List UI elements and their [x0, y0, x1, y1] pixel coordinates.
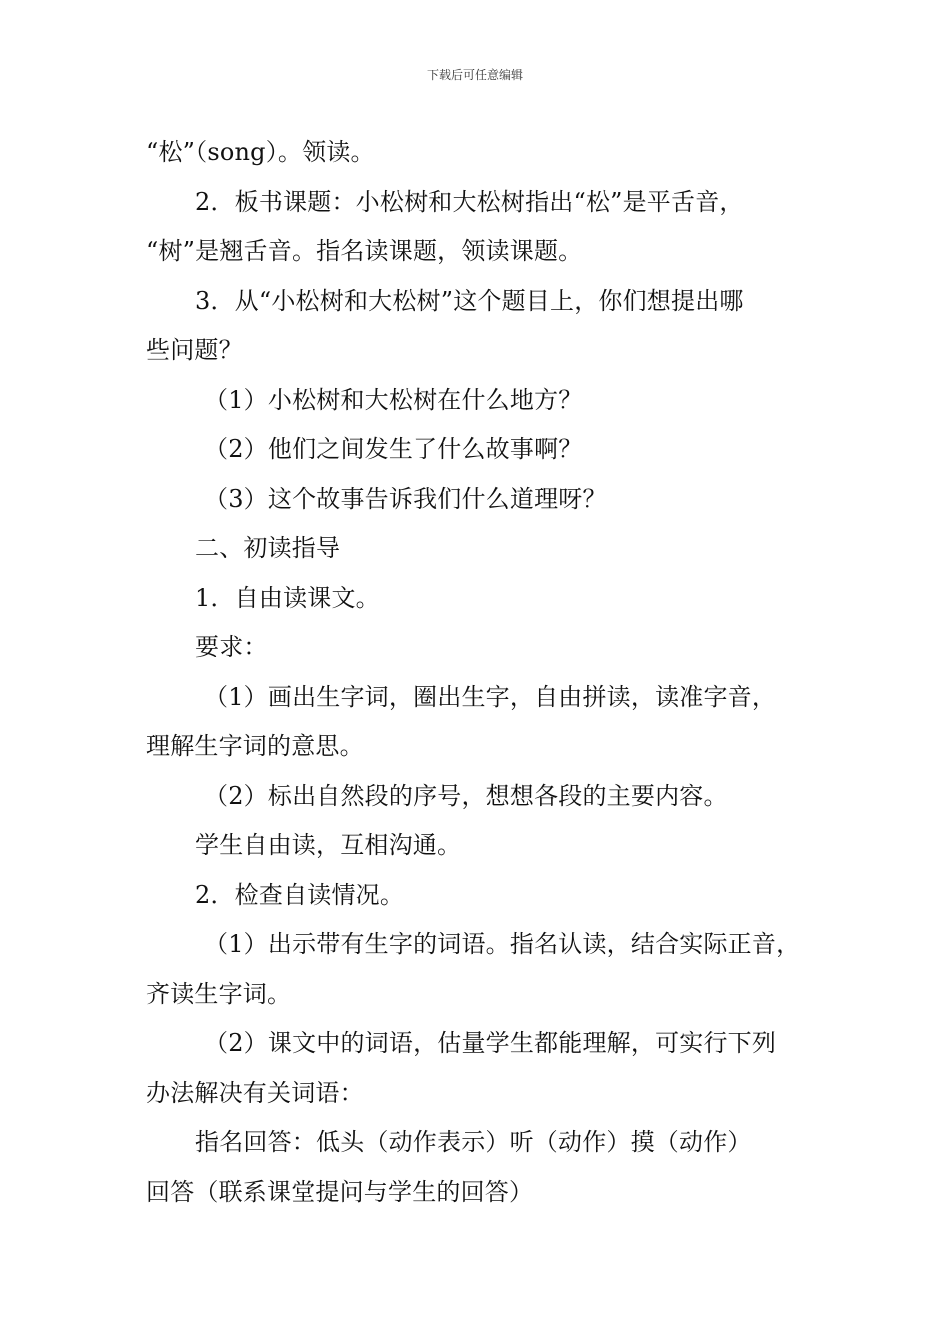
- paragraph-line: 1．自由读课文。: [195, 583, 380, 612]
- paragraph-line: 回答（联系课堂提问与学生的回答）: [146, 1177, 534, 1206]
- list-item: （2）课文中的词语，估量学生都能理解，可实行下列: [204, 1029, 777, 1057]
- paragraph-line: 2．检查自读情况。: [195, 880, 405, 909]
- list-item: （3）这个故事告诉我们什么道理呀？: [204, 484, 607, 513]
- paragraph-line: 3．从“小松树和大松树”这个题目上，你们想提出哪: [195, 286, 744, 315]
- paragraph-line: 办法解决有关词语：: [146, 1078, 364, 1107]
- list-item: （1）画出生字词，圈出生字，自由拼读，读准字音，: [204, 682, 777, 711]
- paragraph-line: 理解生字词的意思。: [146, 732, 364, 760]
- list-item: （2）标出自然段的序号，想想各段的主要内容。: [204, 781, 728, 810]
- paragraph-line: 齐读生字词。: [146, 979, 292, 1008]
- section-heading: 二、初读指导: [195, 534, 341, 562]
- paragraph-line: 要求：: [195, 633, 268, 661]
- paragraph-line: 学生自由读，互相沟通。: [195, 831, 462, 859]
- paragraph-line: “松”（song）。领读。: [146, 138, 375, 166]
- list-item: （2）他们之间发生了什么故事啊？: [204, 435, 583, 463]
- list-item: （1）出示带有生字的词语。指名认读，结合实际正音，: [204, 930, 801, 958]
- page-header: 下载后可任意编辑: [426, 68, 523, 82]
- list-item: （1）小松树和大松树在什么地方？: [204, 385, 583, 414]
- paragraph-line: 些问题？: [146, 336, 243, 364]
- paragraph-line: 指名回答：低头（动作表示）听（动作）摸（动作）: [195, 1128, 752, 1156]
- paragraph-line: 2．板书课题：小松树和大松树指出“松”是平舌音，: [195, 187, 744, 216]
- document-body: [146, 128, 836, 1217]
- paragraph-line: “树”是翘舌音。指名读课题，领读课题。: [146, 237, 583, 265]
